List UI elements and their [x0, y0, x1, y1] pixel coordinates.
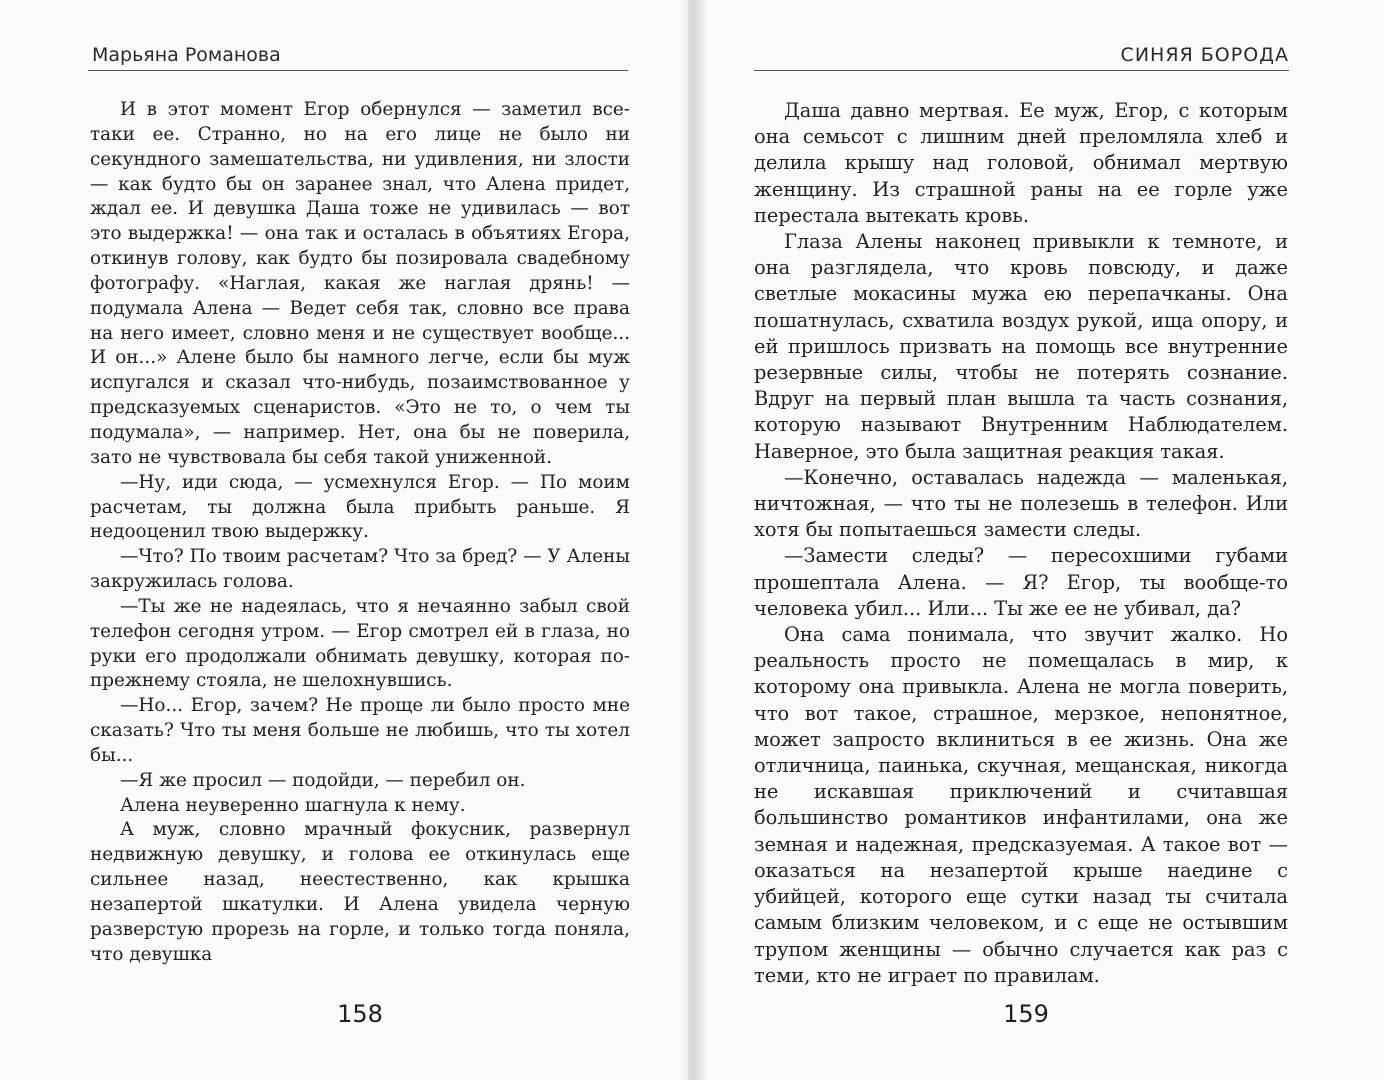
paragraph: А муж, словно мрачный фокусник, развернул недвижную девушку, и голова ее откинулась еще сильнее назад, неестественно, как крышка незапертой шкатулки. И Алена увидела черную разверстую прорезь на горле, и только тогда поняла, что девушка — [90, 819, 630, 965]
left-page — [0, 0, 688, 1080]
running-head-title: СИНЯЯ БОРОДА — [1120, 44, 1289, 66]
header-rule — [754, 70, 1289, 71]
left-page-text — [90, 98, 630, 968]
paragraph: Алена неуверенно шагнула к нему. — [120, 794, 466, 816]
paragraph: Она сама понимала, что звучит жалко. Но реальность просто не помещалась в мир, к которому она привыкла. Алена не могла поверить, что вот такое, страшное, мерзкое, непонятное, может запросто вклиниться в ее жизнь. Она же отличница, паинька, скучная, мещанская, никогда не искавшая приключений и считавшая большинство романтиков инфантилами, она же земная и надежная, предсказуемая. А такое вот — оказаться на незапертой крыше наедине с убийцей, которого еще сутки назад ты считала самым близким человеком, и с еще не остывшим трупом женщины — обычно случается как раз с теми, кто не играет по правилам. — [754, 623, 1288, 987]
paragraph: —Что? По твоим расчетам? Что за бред? — У Алены закружилась голова. — [90, 546, 630, 593]
page-number: 158 — [337, 1000, 383, 1028]
paragraph: Даша давно мертвая. Ее муж, Егор, с которым она семьсот с лишним дней преломляла хлеб и делила крышу над головой, обнимал мертвую женщину. Из страшной раны на ее горле уже перестала вытекать кровь. — [754, 99, 1288, 227]
header-rule — [88, 70, 628, 71]
paragraph: —Ты же не надеялась, что я нечаянно забыл свой телефон сегодня утром. — Егор смотрел ей в глаза, но руки его продолжали обнимать девушку, которая по-прежнему стояла, не шелохнувшись. — [90, 595, 630, 692]
book-gutter-shadow — [680, 0, 708, 1080]
paragraph: —Ну, иди сюда, — усмехнулся Егор. — По моим расчетам, ты должна была прибыть раньше. Я недооценил твою выдержку. — [90, 471, 630, 543]
paragraph: Глаза Алены наконец привыкли к темноте, и она разглядела, что кровь повсюду, и даже светлые мокасины мужа ею перепачканы. Она пошатнулась, схватила воздух рукой, ища опору, и ей пришлось призвать на помощь все внутренние резервные силы, чтобы не потерять сознание. Вдруг на первый план вышла та часть сознания, которую называют Внутренним Наблюдателем. Наверное, это была защитная реакция такая. — [754, 230, 1288, 463]
paragraph: И в этот момент Егор обернулся — заметил все-таки ее. Странно, но на его лице не было ни секундного замешательства, ни удивления, ни злости — как будто бы он заранее знал, что Алена придет, ждал ее. И девушка Даша тоже не удивилась — вот это выдержка! — она так и осталась в объятиях Егора, откинув голову, как будто бы позировала свадебному фотографу. «Наглая, какая же наглая дрянь! — подумала Алена — Ведет себя так, словно все права на него имеет, словно меня и не существует вообще... И он...» Алене было бы намного легче, если бы муж испугался и сказал что-нибудь, позаимствованное у предсказуемых сценаристов. «Это не то, о чем ты подумала», — например. Нет, она бы не поверила, зато не чувствовала бы себя такой униженной. — [90, 99, 630, 468]
page-number: 159 — [1003, 1000, 1049, 1028]
paragraph: —Замести следы? — пересохшими губами прошептала Алена. — Я? Егор, ты вообще-то человека убил... Или... Ты же ее не убивал, да? — [754, 544, 1288, 620]
right-page — [694, 0, 1383, 1080]
running-head-author: Марьяна Романова — [92, 44, 281, 66]
paragraph: —Но... Егор, зачем? Не проще ли было просто мне сказать? Что ты меня больше не любишь, что ты хотел бы... — [90, 695, 630, 766]
right-page-text — [754, 98, 1288, 989]
paragraph: —Я же просил — подойди, — перебил он. — [120, 769, 526, 791]
paragraph: —Конечно, оставалась надежда — маленькая, ничтожная, — что ты не полезешь в телефон. Или хотя бы попытаешься замести следы. — [754, 465, 1288, 542]
